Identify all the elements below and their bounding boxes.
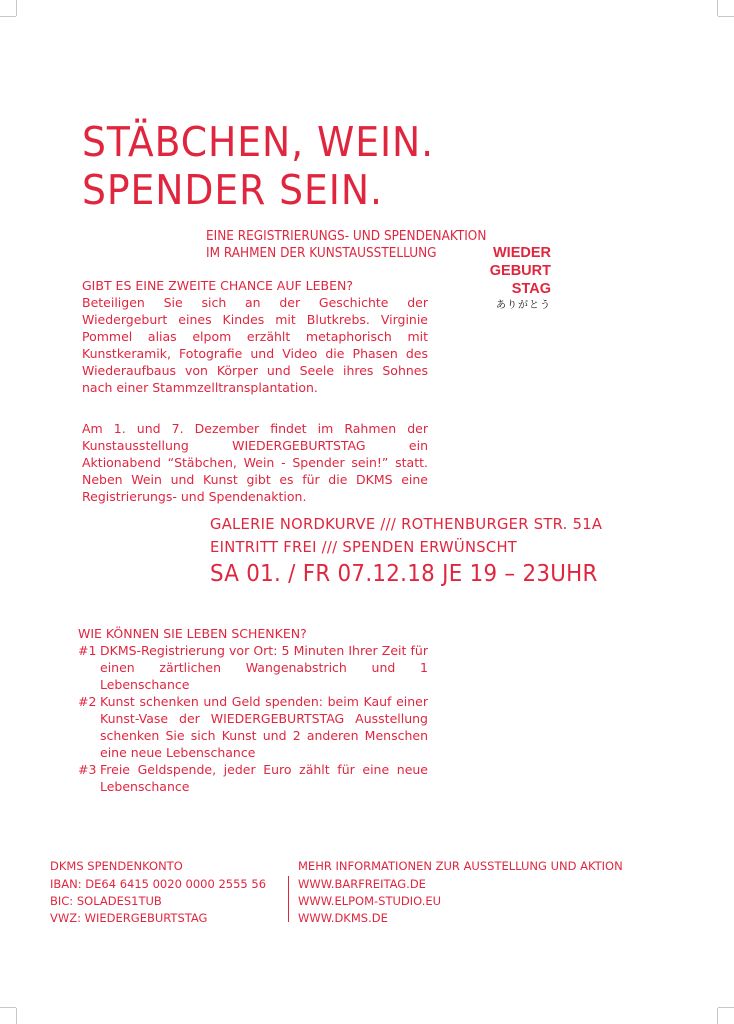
info-title: MEHR INFORMATIONEN ZUR AUSSTELLUNG UND AKTION — [298, 859, 623, 873]
bank-iban: IBAN: DE64 6415 0020 0000 2555 56 — [50, 877, 267, 891]
intro-section — [82, 277, 428, 396]
crop-mark-top-right-h — [718, 16, 734, 17]
venue-info — [210, 513, 627, 589]
more-info — [298, 858, 623, 927]
headline-line-1: STÄBCHEN, WEIN. — [82, 118, 435, 166]
crop-mark-bottom-right-h — [718, 1007, 734, 1008]
bank-title: DKMS SPENDENKONTO — [50, 859, 183, 873]
logo-line-2: GEBURT — [489, 263, 551, 279]
crop-mark-bottom-left-v — [16, 1008, 17, 1024]
subheadline-line-1: EINE REGISTRIERUNGS- UND SPENDENAKTION — [206, 229, 487, 244]
venue-address: GALERIE NORDKURVE /// ROTHENBURGER STR. 51A — [210, 515, 603, 533]
logo-japanese-thanks: ありがとう — [496, 300, 551, 311]
howto-item-text: Freie Geldspende, jeder Euro zählt für eine neue Lebenschance — [100, 762, 428, 794]
exhibition-logo — [490, 244, 551, 313]
crop-mark-bottom-left-h — [0, 1007, 16, 1008]
crop-mark-top-left-h — [0, 16, 16, 17]
link-elpom-studio[interactable]: WWW.ELPOM-STUDIO.EU — [298, 894, 442, 908]
logo-line-1: WIEDER — [493, 245, 551, 261]
event-dates: SA 01. / FR 07.12.18 JE 19 – 23UHR — [210, 561, 598, 587]
headline — [82, 118, 434, 214]
howto-item-number: #3 — [78, 762, 97, 777]
howto-item-text: Kunst schenken und Geld spenden: beim Kauf einer Kunst-Vase der WIEDERGEBURTSTAG Ausstellung schenken Sie sich Kunst und 2 anderen Menschen eine neue Lebenschance — [100, 694, 428, 760]
howto-item — [78, 693, 428, 761]
crop-mark-top-left-v — [16, 0, 17, 16]
howto-item — [78, 761, 428, 795]
link-barfreitag[interactable]: WWW.BARFREITAG.DE — [298, 877, 426, 891]
howto-section — [78, 625, 428, 795]
howto-item-text: DKMS-Registrierung vor Ort: 5 Minuten Ihrer Zeit für einen zärtlichen Wangenabstrich und 1 Lebenschance — [100, 643, 428, 692]
link-dkms[interactable]: WWW.DKMS.DE — [298, 911, 388, 925]
headline-line-2: SPENDER SEIN. — [82, 166, 383, 214]
intro-body: Beteiligen Sie sich an der Geschichte der Wiedergeburt eines Kindes mit Blutkrebs. Virginie Pommel alias elpom erzählt metaphorisch mit Kunstkeramik, Fotografie und Video die Phasen des Wiederaufbaus von Körper und Seele ihres Sohnes nach einer Stammzelltransplantation. — [82, 295, 428, 395]
subheadline-line-2: IM RAHMEN DER KUNSTAUSSTELLUNG — [206, 246, 437, 261]
bank-reference: VWZ: WIEDERGEBURTSTAG — [50, 911, 208, 925]
howto-item-number: #2 — [78, 694, 97, 709]
crop-mark-bottom-right-v — [717, 1008, 718, 1024]
howto-item-number: #1 — [78, 643, 97, 658]
bank-account-info — [50, 858, 266, 927]
intro-heading: GIBT ES EINE ZWEITE CHANCE AUF LEBEN? — [82, 278, 353, 293]
event-body: Am 1. und 7. Dezember findet im Rahmen der Kunstausstellung WIEDERGEBURTSTAG ein Aktionabend “Stäbchen, Wein - Spender sein!” statt. Neben Wein und Kunst gibt es für die DKMS eine Registrierungs- und Spendenaktion. — [82, 421, 428, 504]
howto-heading: WIE KÖNNEN SIE LEBEN SCHENKEN? — [78, 626, 307, 641]
footer-divider — [288, 876, 289, 922]
logo-line-3: STAG — [511, 281, 551, 297]
bank-bic: BIC: SOLADES1TUB — [50, 894, 162, 908]
subheadline — [206, 228, 486, 262]
crop-mark-top-right-v — [717, 0, 718, 16]
venue-admission: EINTRITT FREI /// SPENDEN ERWÜNSCHT — [210, 538, 518, 556]
howto-item — [78, 642, 428, 693]
event-section — [82, 420, 428, 505]
